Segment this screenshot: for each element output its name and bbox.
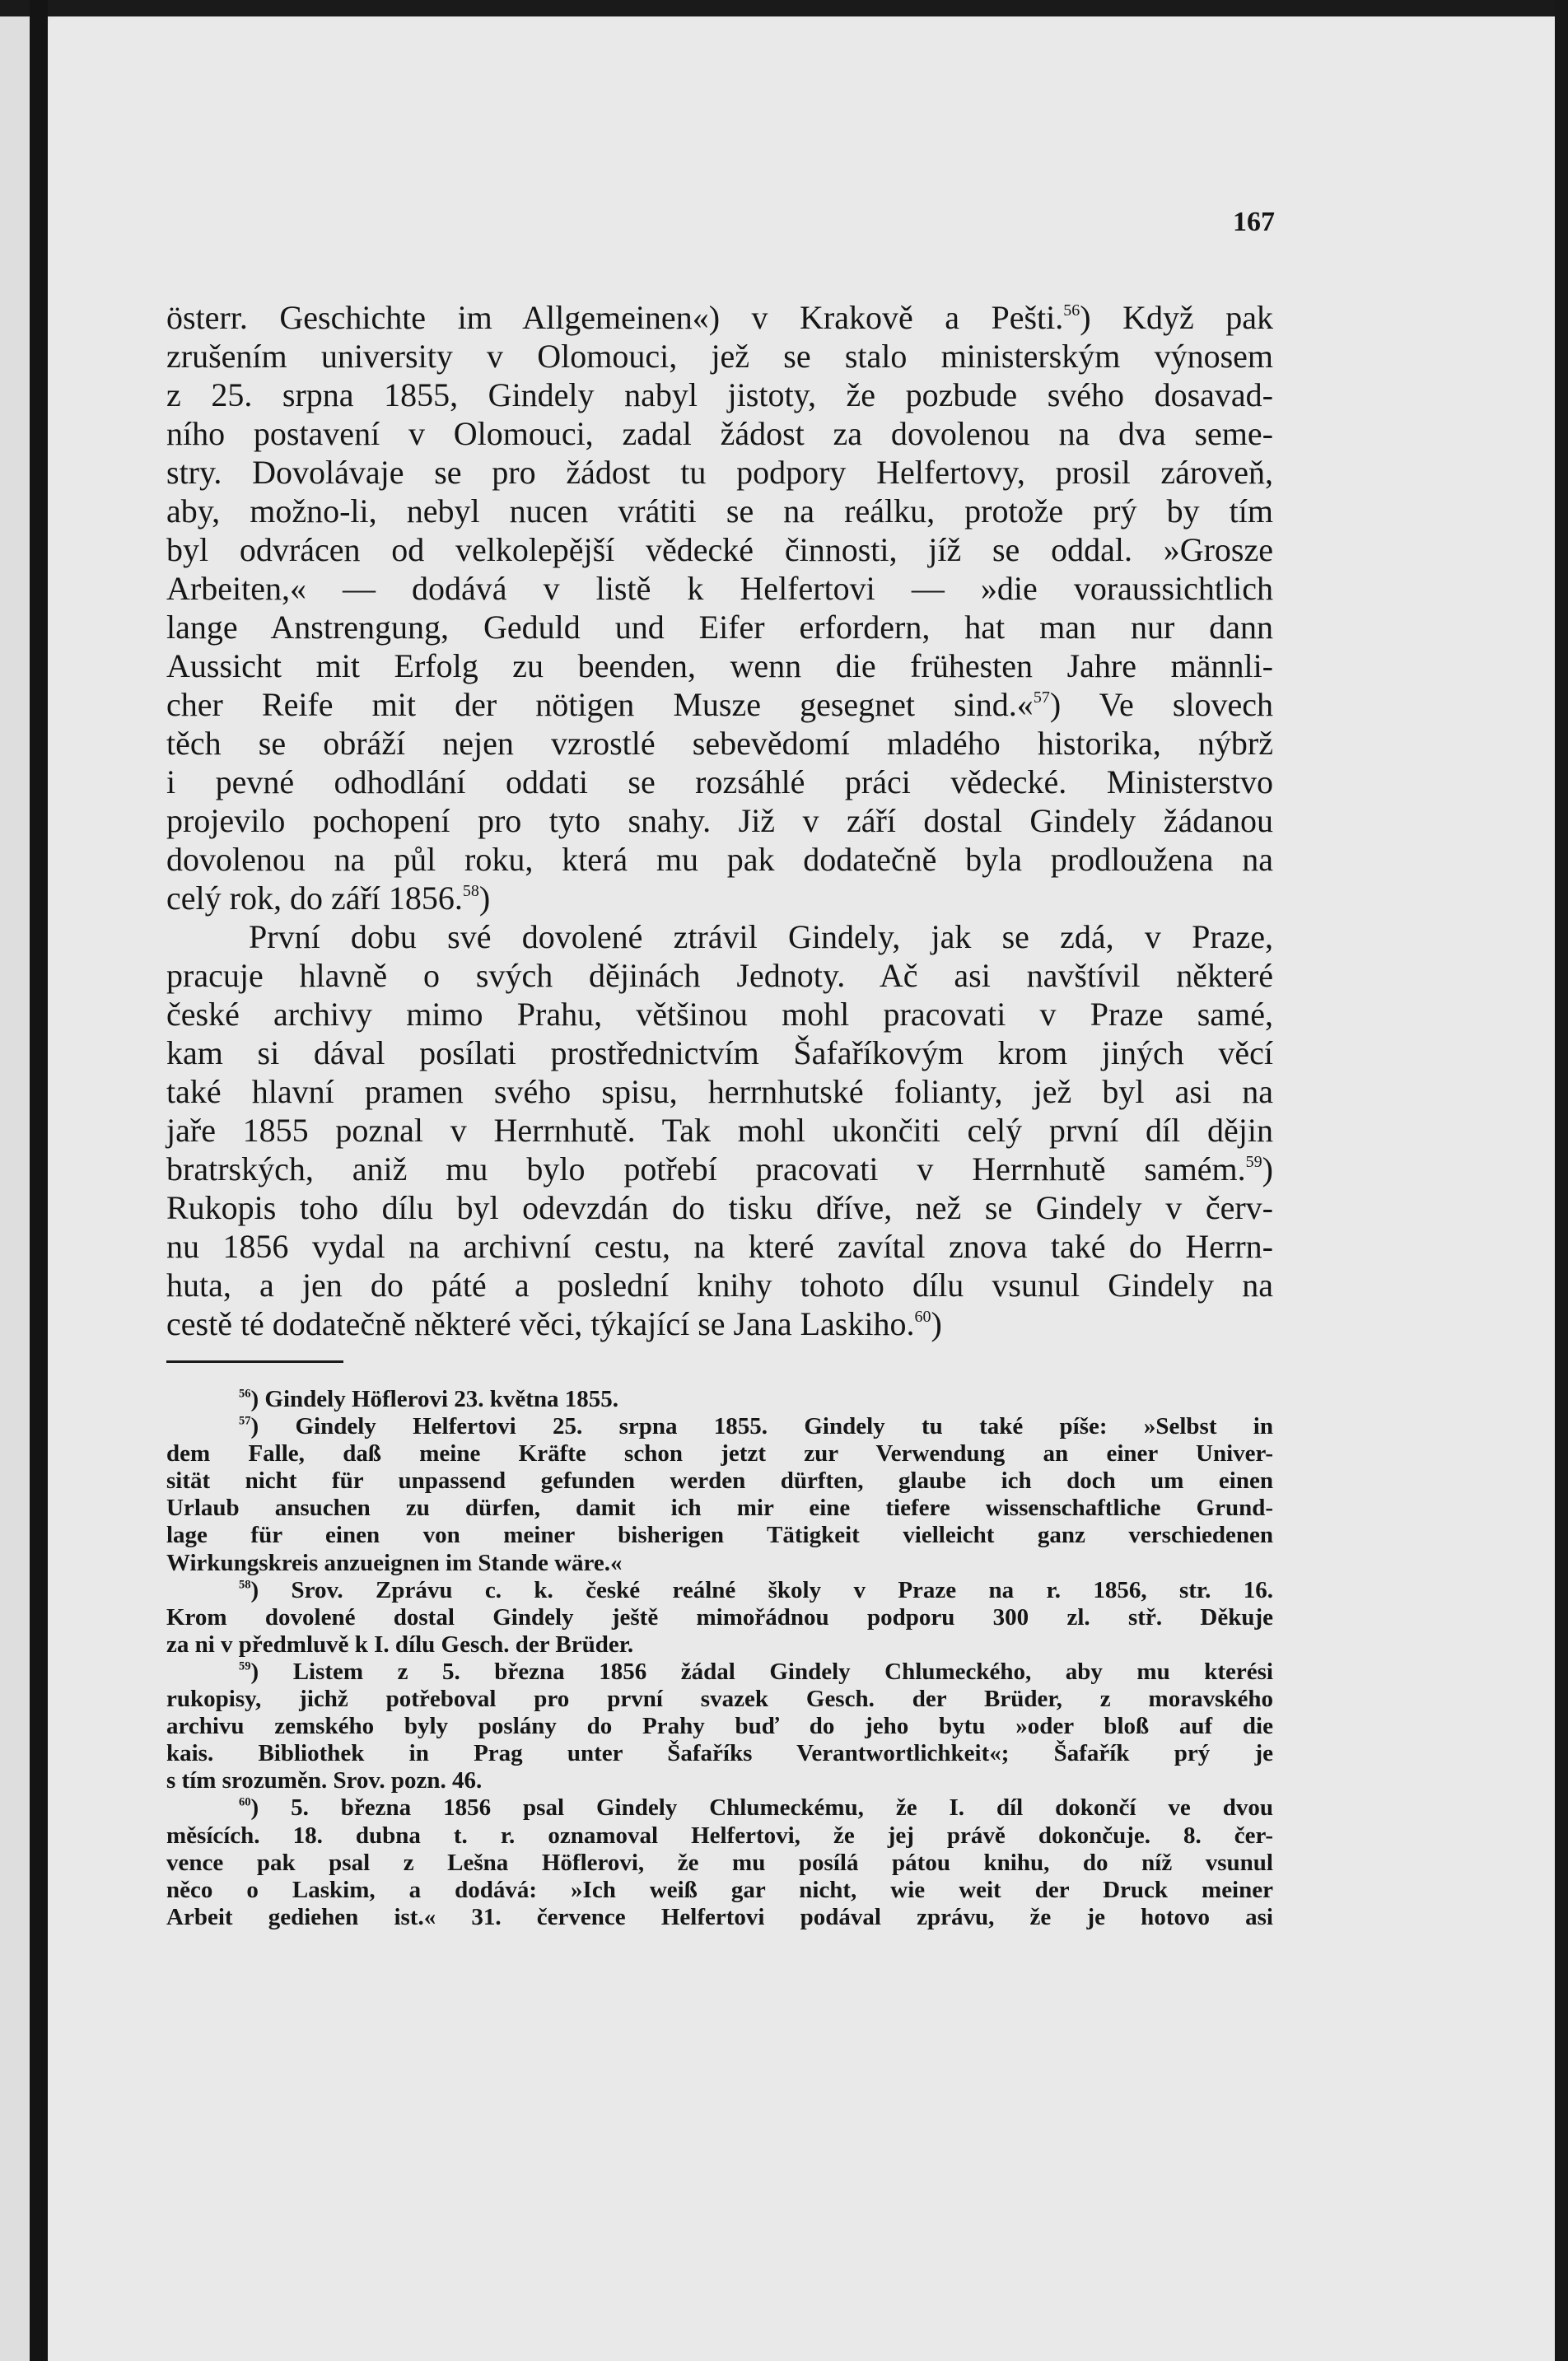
line-text: měsících. 18. dubna t. r. oznamoval Helfertovi, že jej právě dokončuje. 8. čer- xyxy=(166,1822,1273,1849)
footnote-line xyxy=(166,1550,1273,1577)
text-line xyxy=(166,956,1273,995)
footnote-marker: 58 xyxy=(239,1578,251,1592)
line-text: zrušením university v Olomouci, jež se stalo ministerským výnosem xyxy=(166,338,1273,375)
text-line xyxy=(166,298,1273,337)
line-text: sität nicht für unpassend gefunden werden dürften, glaube ich doch um einen xyxy=(166,1467,1273,1495)
line-text: ) Gindely Helfertovi 25. srpna 1855. Gindely tu také píše: »Selbst in xyxy=(250,1413,1273,1440)
footnote-separator xyxy=(166,1360,343,1363)
footnote-line xyxy=(166,1850,1273,1877)
footnote-reference: 59 xyxy=(1245,1153,1262,1171)
text-line xyxy=(166,453,1273,492)
line-text: také hlavní pramen svého spisu, herrnhutské folianty, jež byl asi na xyxy=(166,1073,1273,1110)
line-text: archivu zemského byly poslány do Prahy buď do jeho bytu »oder bloß auf die xyxy=(166,1713,1273,1740)
line-text: ) Gindely Höflerovi 23. května 1855. xyxy=(250,1386,619,1412)
line-text: něco o Laskim, a dodává: »Ich weiß gar nicht, wie weit der Druck meiner xyxy=(166,1876,1273,1903)
line-text: Wirkungskreis anzueignen im Stande wäre.« xyxy=(166,1549,623,1576)
line-text: nu 1856 vydal na archivní cestu, na které zavítal znova také do Herrn- xyxy=(166,1228,1273,1265)
line-text: vence pak psal z Lešna Höflerovi, že mu posílá pátou knihu, do níž vsunul xyxy=(166,1849,1273,1876)
text-line xyxy=(166,724,1273,763)
text-line xyxy=(166,879,1273,917)
footnote-marker: 59 xyxy=(239,1659,251,1673)
main-text xyxy=(166,298,1273,1343)
text-line xyxy=(166,337,1273,376)
text-line xyxy=(166,917,1273,956)
page-number: 167 xyxy=(1233,207,1275,237)
text-line xyxy=(166,414,1273,453)
text-line xyxy=(166,801,1273,840)
line-text: aby, možno-li, nebyl nucen vrátiti se na reálku, protože prý by tím xyxy=(166,492,1273,530)
footnote-line xyxy=(166,1659,1273,1686)
footnote-line xyxy=(166,1631,1273,1659)
text-line xyxy=(166,646,1273,685)
footnote-marker: 60 xyxy=(239,1795,251,1809)
text-line xyxy=(166,1072,1273,1111)
text-line xyxy=(166,376,1273,414)
line-text: cher Reife mit der nötigen Musze gesegnet sind.« xyxy=(166,686,1034,723)
line-text: österr. Geschichte im Allgemeinen«) v Krakově a Pešti. xyxy=(166,299,1064,336)
text-line xyxy=(166,1227,1273,1266)
line-text: jaře 1855 poznal v Herrnhutě. Tak mohl ukončiti celý první díl dějin xyxy=(166,1112,1273,1149)
line-text: stry. Dovolávaje se pro žádost tu podpory Helfertovy, prosil zároveň, xyxy=(166,454,1273,491)
footnote-line xyxy=(166,1440,1273,1467)
line-text: pracuje hlavně o svých dějinách Jednoty. Ač asi navštívil některé xyxy=(166,957,1273,994)
line-text-after: ) Ve slovech xyxy=(1049,686,1274,723)
line-text-after: ) xyxy=(931,1305,942,1342)
line-text-after: ) xyxy=(1262,1150,1273,1187)
line-text: lage für einen von meiner bisherigen Tätigkeit vielleicht ganz verschiedenen xyxy=(166,1522,1273,1549)
text-line xyxy=(166,1034,1273,1072)
footnote-line xyxy=(166,1495,1273,1522)
footnotes xyxy=(166,1386,1273,1931)
line-text: Krom dovolené dostal Gindely ještě mimořádnou podporu 300 zl. stř. Děkuje xyxy=(166,1603,1273,1631)
line-text: dovolenou na půl roku, která mu pak dodatečně byla prodloužena na xyxy=(166,841,1273,878)
scan-top-border xyxy=(0,0,1568,16)
line-text-after: ) xyxy=(478,880,491,917)
line-text: ) Srov. Zprávu c. k. české reálné školy v Praze na r. 1856, str. 16. xyxy=(250,1576,1273,1603)
text-line xyxy=(166,1188,1273,1227)
footnote-reference: 60 xyxy=(914,1308,931,1326)
line-text: i pevné odhodlání oddati se rozsáhlé práci vědecké. Ministerstvo xyxy=(166,763,1273,800)
text-line xyxy=(166,1150,1273,1188)
footnote-line xyxy=(166,1877,1273,1904)
footnote-reference: 58 xyxy=(462,882,479,900)
text-line xyxy=(166,763,1273,801)
line-text: dem Falle, daß meine Kräfte schon jetzt zur Verwendung an einer Univer- xyxy=(166,1440,1273,1467)
text-line xyxy=(166,685,1273,724)
text-line xyxy=(166,995,1273,1034)
footnote-line xyxy=(166,1522,1273,1549)
line-text: ) Listem z 5. března 1856 žádal Gindely Chlumeckého, aby mu kterési xyxy=(250,1658,1273,1685)
footnote-line xyxy=(166,1822,1273,1850)
line-text: Rukopis toho dílu byl odevzdán do tisku dříve, než se Gindely v červ- xyxy=(166,1189,1273,1226)
line-text: projevilo pochopení pro tyto snahy. Již v září dostal Gindely žádanou xyxy=(166,802,1273,839)
footnote-reference: 56 xyxy=(1063,301,1080,320)
footnote-marker: 56 xyxy=(239,1387,251,1401)
line-text: z 25. srpna 1855, Gindely nabyl jistoty, že pozbude svého dosavad- xyxy=(166,376,1273,413)
footnote-line xyxy=(166,1713,1273,1740)
line-text: huta, a jen do páté a poslední knihy tohoto dílu vsunul Gindely na xyxy=(166,1267,1273,1304)
text-line xyxy=(166,492,1273,530)
footnote-reference: 57 xyxy=(1033,688,1050,707)
text-line xyxy=(166,1111,1273,1150)
line-text: cestě té dodatečně některé věci, týkající se Jana Laskiho. xyxy=(166,1305,915,1342)
line-text: rukopisy, jichž potřeboval pro první svazek Gesch. der Brüder, z moravského xyxy=(166,1686,1273,1713)
scan-left-margin xyxy=(0,16,30,2361)
footnote-line xyxy=(166,1577,1273,1604)
footnote-line xyxy=(166,1467,1273,1495)
line-text: ního postavení v Olomouci, zadal žádost za dovolenou na dva seme- xyxy=(166,415,1273,452)
text-line xyxy=(166,608,1273,646)
footnote-line xyxy=(166,1686,1273,1713)
line-text: bratrských, aniž mu bylo potřebí pracovati v Herrnhutě samém. xyxy=(166,1150,1246,1187)
text-line xyxy=(166,840,1273,879)
footnote-line xyxy=(166,1767,1273,1794)
footnote-line xyxy=(166,1740,1273,1767)
scan-left-border xyxy=(30,0,48,2361)
footnote-marker: 57 xyxy=(239,1414,251,1428)
line-text-after: ) Když pak xyxy=(1080,299,1273,336)
line-text: s tím srozuměn. Srov. pozn. 46. xyxy=(166,1767,483,1794)
line-text: Aussicht mit Erfolg zu beenden, wenn die frühesten Jahre männli- xyxy=(166,647,1273,684)
text-line xyxy=(166,569,1273,608)
line-text: ) 5. března 1856 psal Gindely Chlumeckému, že I. díl dokončí ve dvou xyxy=(250,1794,1273,1822)
footnote-line xyxy=(166,1604,1273,1631)
line-text: lange Anstrengung, Geduld und Eifer erfordern, hat man nur dann xyxy=(166,609,1273,646)
footnote-line xyxy=(166,1794,1273,1822)
line-text: české archivy mimo Prahu, většinou mohl pracovati v Praze samé, xyxy=(166,996,1273,1033)
scan-right-border xyxy=(1555,0,1568,2361)
line-text: Arbeiten,« — dodává v listě k Helfertovi — »die voraussichtlich xyxy=(166,570,1273,607)
text-line xyxy=(166,1266,1273,1304)
line-text: za ni v předmluvě k I. dílu Gesch. der Brüder. xyxy=(166,1631,634,1658)
text-line xyxy=(166,530,1273,569)
footnote-line xyxy=(166,1904,1273,1931)
line-text: První dobu své dovolené ztrávil Gindely, jak se zdá, v Praze, xyxy=(249,918,1273,955)
footnote-line xyxy=(166,1413,1273,1440)
text-line xyxy=(166,1304,1273,1343)
line-text: celý rok, do září 1856. xyxy=(166,880,463,917)
line-text: Arbeit gediehen ist.« 31. července Helfertovi podával zprávu, že je hotovo asi xyxy=(166,1903,1273,1930)
line-text: těch se obráží nejen vzrostlé sebevědomí mladého historika, nýbrž xyxy=(166,725,1273,762)
line-text: byl odvrácen od velkolepější vědecké činnosti, jíž se oddal. »Grosze xyxy=(166,531,1273,568)
line-text: kam si dával posílati prostřednictvím Šafaříkovým krom jiných věcí xyxy=(166,1034,1273,1071)
footnote-line xyxy=(166,1386,1273,1413)
line-text: kais. Bibliothek in Prag unter Šafaříks Verantwortlichkeit«; Šafařík prý je xyxy=(166,1740,1273,1767)
line-text: Urlaub ansuchen zu dürfen, damit ich mir eine tiefere wissenschaftliche Grund- xyxy=(166,1495,1273,1522)
